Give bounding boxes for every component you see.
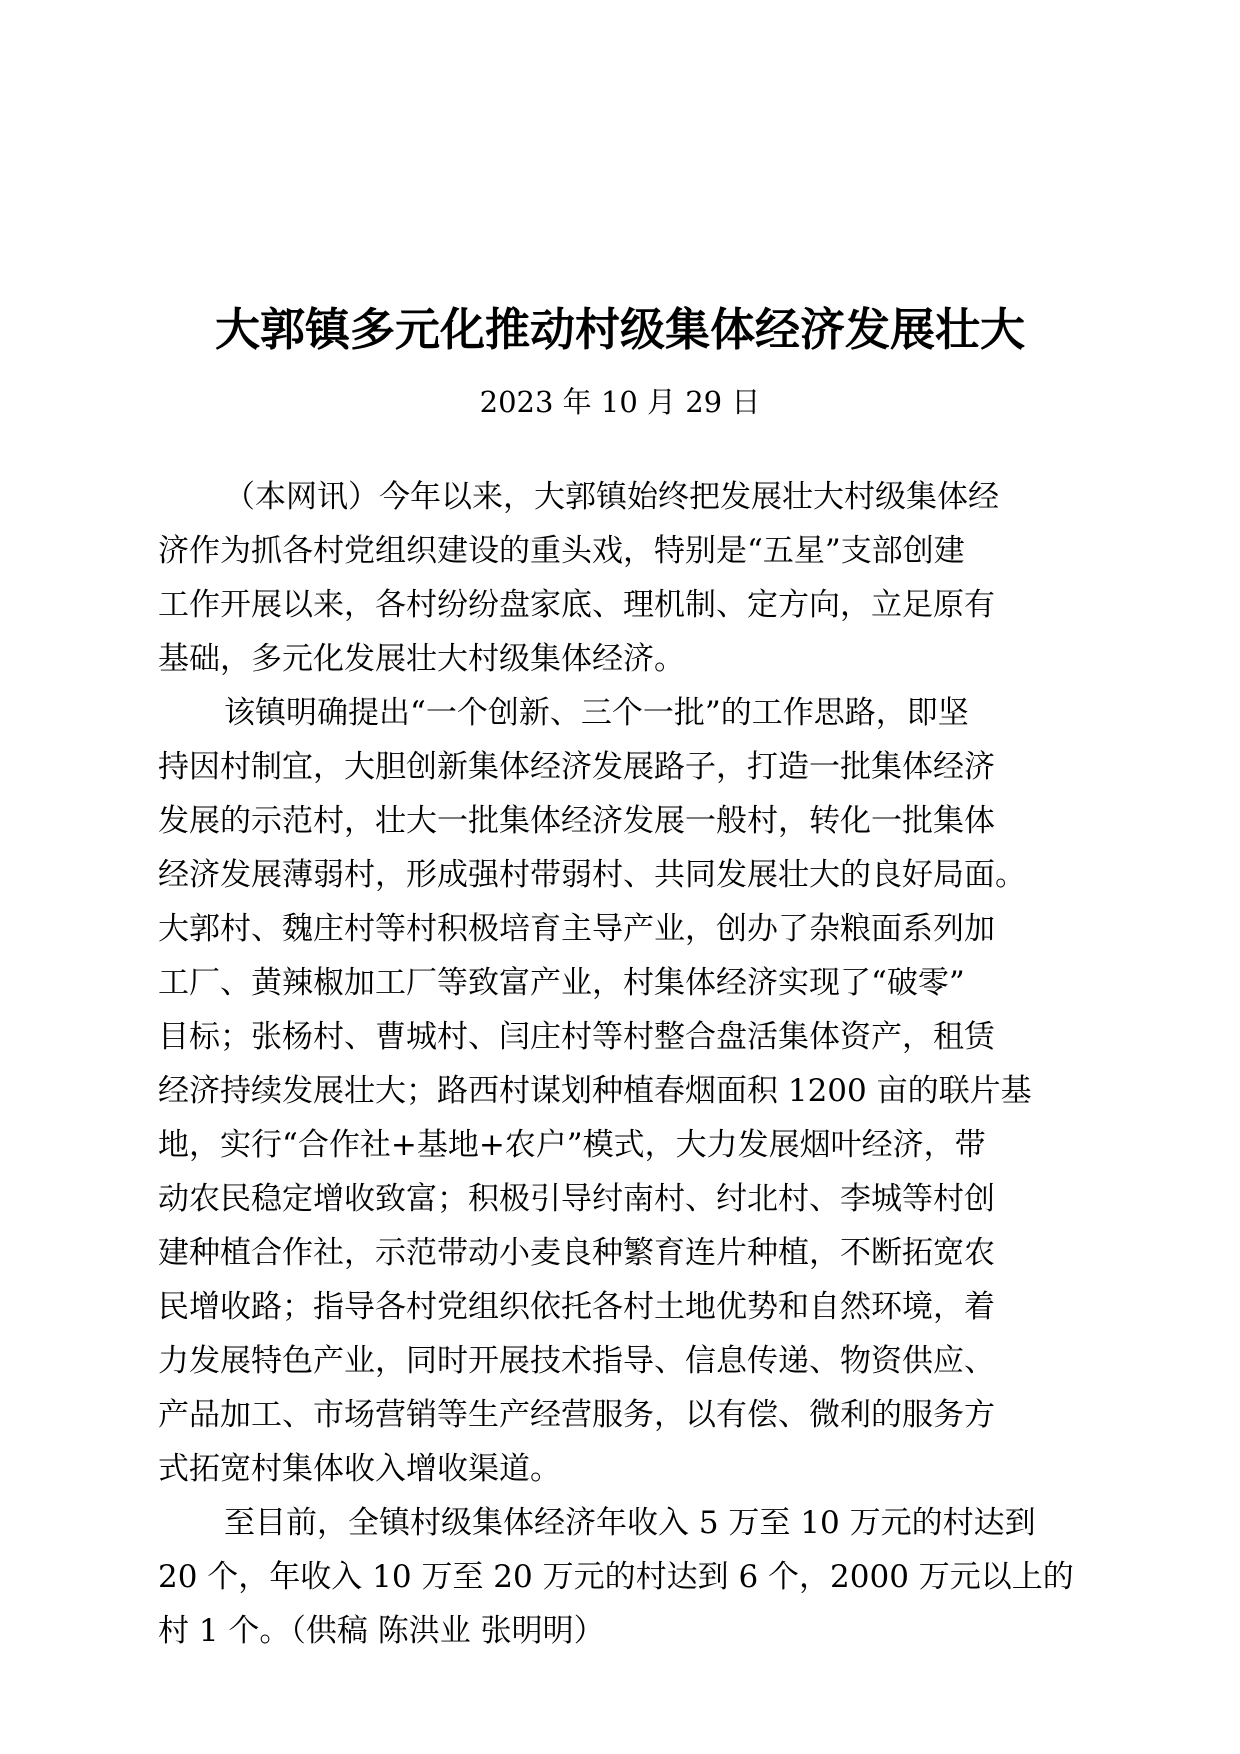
paragraph-line: 工厂、黄辣椒加工厂等致富产业，村集体经济实现了“破零” <box>158 965 965 1001</box>
paragraph-line: 基础，多元化发展壮大村级集体经济。 <box>158 641 685 677</box>
paragraph-line: 产品加工、市场营销等生产经营服务，以有偿、微利的服务方 <box>158 1397 995 1433</box>
paragraph-line: 村 1 个。（供稿 陈洪业 张明明） <box>158 1613 605 1649</box>
paragraph-line: 济作为抓各村党组织建设的重头戏，特别是“五星”支部创建 <box>158 533 965 569</box>
paragraph-line: 建种植合作社，示范带动小麦良种繁育连片种植，不断拓宽农 <box>158 1235 995 1271</box>
paragraph-line: 大郭村、魏庄村等村积极培育主导产业，创办了杂粮面系列加 <box>158 911 995 947</box>
paragraph-line: 至目前，全镇村级集体经济年收入 5 万至 10 万元的村达到 <box>224 1505 1036 1541</box>
paragraph-line: 发展的示范村，壮大一批集体经济发展一般村，转化一批集体 <box>158 803 995 839</box>
paragraph-line: 经济发展薄弱村，形成强村带弱村、共同发展壮大的良好局面。 <box>158 857 1026 893</box>
paragraph-line: 力发展特色产业，同时开展技术指导、信息传递、物资供应、 <box>158 1343 995 1379</box>
paragraph-line: 该镇明确提出“一个创新、三个一批”的工作思路，即坚 <box>224 695 969 731</box>
paragraph-line: 动农民稳定增收致富；积极引导纣南村、纣北村、李城等村创 <box>158 1181 995 1217</box>
paragraph-line: 20 个，年收入 10 万至 20 万元的村达到 6 个，2000 万元以上的 <box>158 1559 1074 1595</box>
paragraph-line: 经济持续发展壮大；路西村谋划种植春烟面积 1200 亩的联片基 <box>158 1073 1032 1109</box>
paragraph-line: 持因村制宜，大胆创新集体经济发展路子，打造一批集体经济 <box>158 749 995 785</box>
paragraph-line: （本网讯）今年以来，大郭镇始终把发展壮大村级集体经 <box>224 479 999 515</box>
document-title: 大郭镇多元化推动村级集体经济发展壮大 <box>214 303 1025 356</box>
paragraph-line: 民增收路；指导各村党组织依托各村土地优势和自然环境，着 <box>158 1289 995 1325</box>
paragraph-line: 地，实行“合作社+基地+农户”模式，大力发展烟叶经济，带 <box>158 1127 986 1163</box>
document-date: 2023 年 10 月 29 日 <box>479 385 761 419</box>
paragraph-line: 工作开展以来，各村纷纷盘家底、理机制、定方向，立足原有 <box>158 587 995 623</box>
paragraph-line: 目标；张杨村、曹城村、闫庄村等村整合盘活集体资产，租赁 <box>158 1019 995 1055</box>
paragraph-line: 式拓宽村集体收入增收渠道。 <box>158 1451 561 1487</box>
article-body <box>158 470 1083 1658</box>
